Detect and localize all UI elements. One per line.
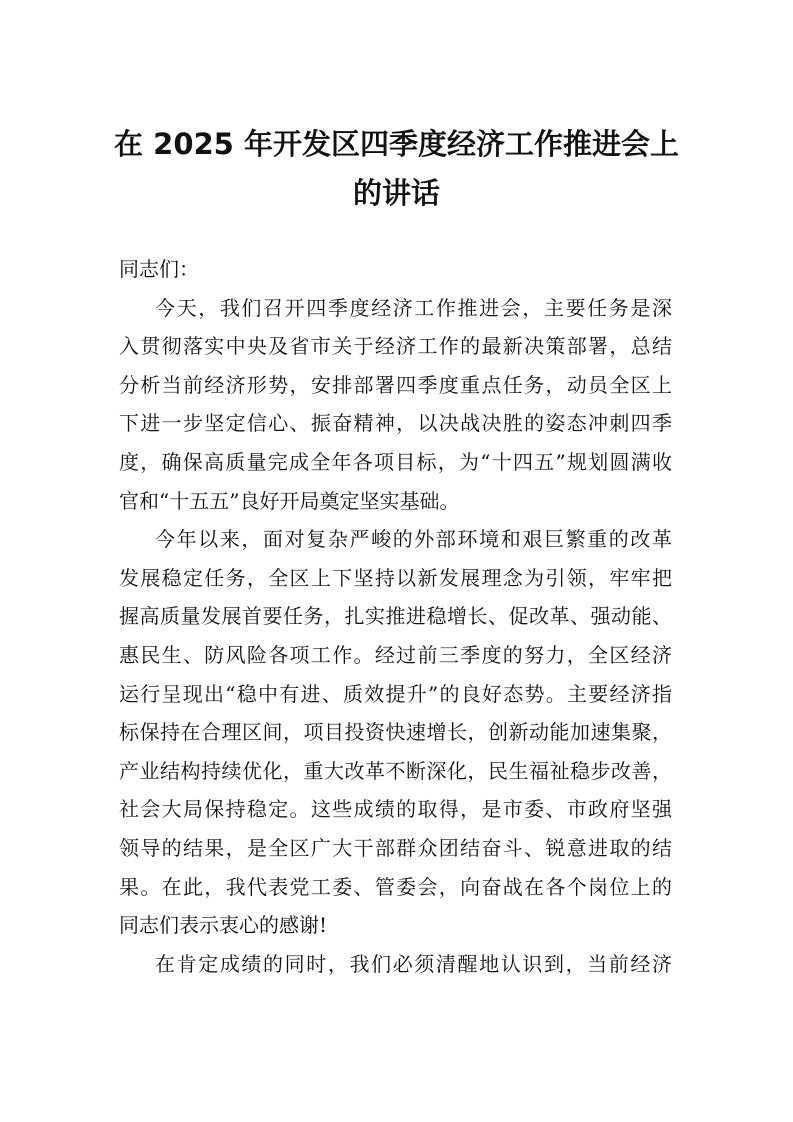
paragraph-line: 握高质量发展首要任务，扎实推进稳增长、促改革、强动能、 [119,604,672,629]
paragraph-line: 今天，我们召开四季度经济工作推进会，主要任务是深 [155,295,672,320]
salutation: 同志们： [119,257,199,281]
paragraph-line: 领导的结果，是全区广大干部群众团结奋斗、锐意进取的结 [119,835,672,860]
paragraph-line: 下进一步坚定信心、振奋精神，以决战决胜的姿态冲刺四季 [119,411,672,436]
paragraph-line: 运行呈现出“稳中有进、质效提升”的良好态势。主要经济指 [119,681,672,706]
paragraph-line: 社会大局保持稳定。这些成绩的取得，是市委、市政府坚强 [119,797,672,822]
paragraph-line: 入贯彻落实中央及省市关于经济工作的最新决策部署，总结 [119,334,672,359]
paragraph-line: 同志们表示衷心的感谢! [119,913,328,938]
document-title [100,120,693,218]
paragraph-line: 度，确保高质量完成全年各项目标，为“十四五”规划圆满收 [119,449,672,474]
title-line-1: 在 2025 年开发区四季度经济工作推进会上 [114,127,679,161]
paragraph [119,520,672,945]
title-line-2: 的讲话 [352,176,440,210]
paragraphs [119,289,672,984]
paragraph [119,289,672,521]
paragraph-line: 果。在此，我代表党工委、管委会，向奋战在各个岗位上的 [119,874,672,899]
paragraph-line: 产业结构持续优化，重大改革不断深化，民生福祉稳步改善， [119,758,672,783]
paragraph-line: 惠民生、防风险各项工作。经过前三季度的努力，全区经济 [119,642,672,667]
paragraph-line: 在肯定成绩的同时，我们必须清醒地认识到，当前经济 [155,951,672,976]
paragraph-line: 官和“十五五”良好开局奠定坚实基础。 [119,488,460,513]
document-body [119,250,672,983]
paragraph-line: 发展稳定任务，全区上下坚持以新发展理念为引领，牢牢把 [119,565,672,590]
paragraph-line: 分析当前经济形势，安排部署四季度重点任务，动员全区上 [119,372,672,397]
paragraph-line: 标保持在合理区间，项目投资快速增长，创新动能加速集聚， [119,720,672,745]
paragraph-line: 今年以来，面对复杂严峻的外部环境和艰巨繁重的改革 [155,527,672,552]
paragraph [119,945,672,984]
